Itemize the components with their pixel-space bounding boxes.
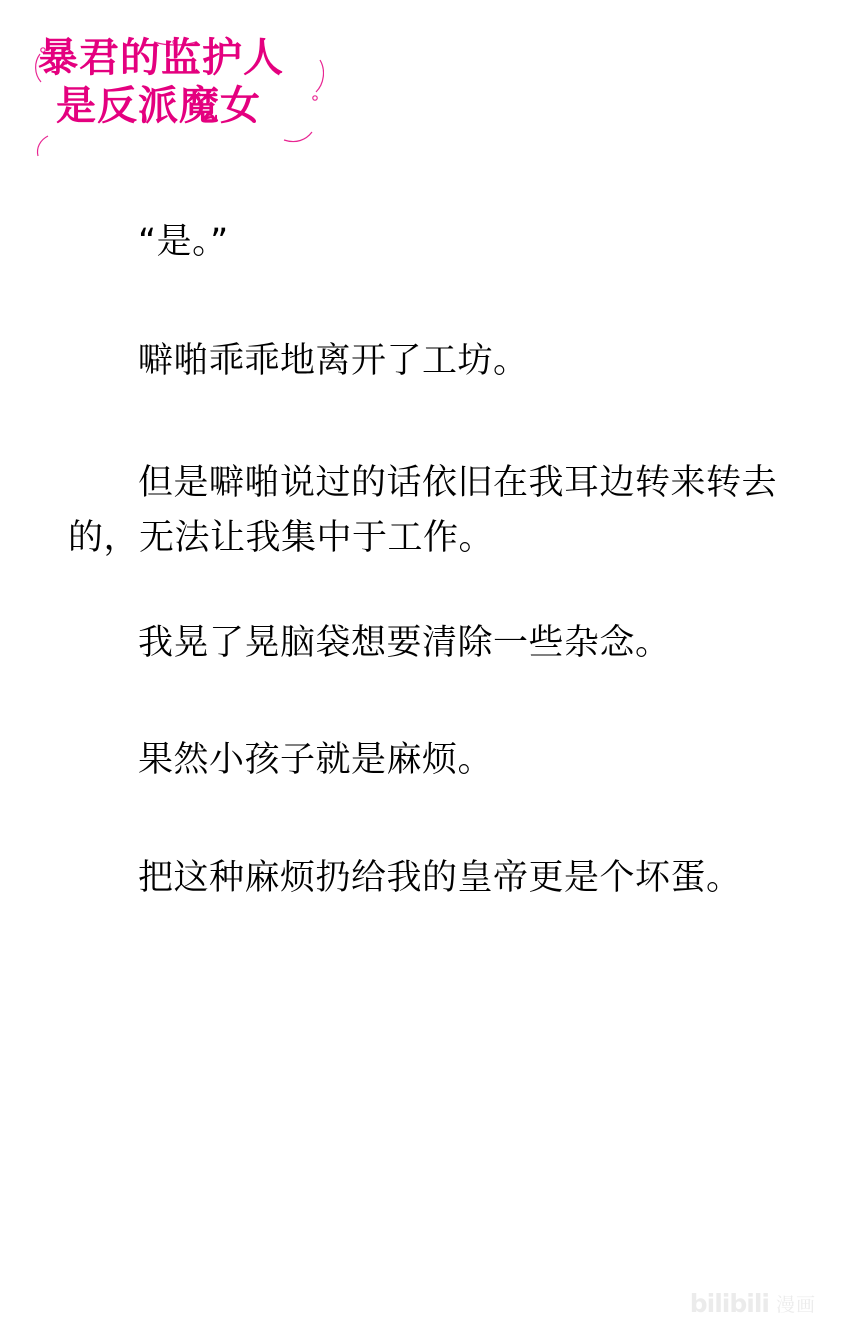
paragraph-3: 我晃了晃脑袋想要清除一些杂念。 [138, 623, 671, 664]
paragraph-4: 果然小孩子就是麻烦。 [138, 740, 494, 781]
paragraph-2: 但是噼啪说过的话依旧在我耳边转来转去的，无法让我集中于工作。 [68, 462, 778, 558]
bilibili-logo-text: bilibili [689, 1289, 769, 1318]
bilibili-watermark [690, 1289, 816, 1318]
series-title-line-2: 是反派魔女 [56, 82, 261, 129]
series-title-logo [34, 36, 324, 156]
paragraph-quote: “是。” [138, 222, 229, 262]
series-title-line-1: 暴君的监护人 [38, 34, 284, 81]
page-text-content [68, 215, 828, 952]
paragraph-5: 把这种麻烦扔给我的皇帝更是个坏蛋。 [138, 857, 742, 898]
paragraph-1: 噼啪乖乖地离开了工坊。 [138, 341, 529, 382]
bilibili-manga-label: 漫画 [775, 1294, 816, 1316]
